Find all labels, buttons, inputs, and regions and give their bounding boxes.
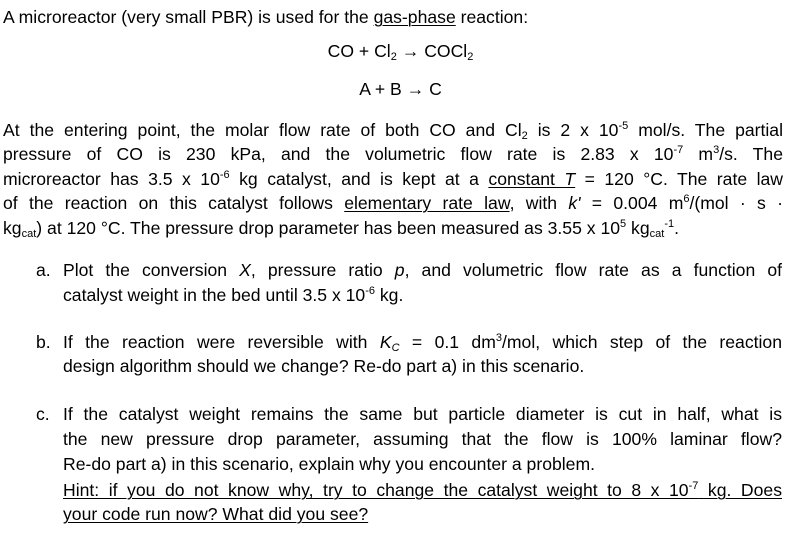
question-a-marker: a. xyxy=(36,260,51,280)
paragraph-line-4: of the reaction on this catalyst follows elementary rate law, with k' = 0.004 $m^6/(mol \cdot s$ · xyxy=(3,193,783,213)
intro-suffix: reaction: xyxy=(455,7,529,27)
question-c-hint-line-2: your code run now? What did you see? xyxy=(63,504,369,524)
paragraph-line-1: At the entering point, the molar flow rate of both CO and $Cl_2$ is 2 x $10^{-5}$ mol/s. The partial xyxy=(3,120,783,142)
question-c-line-1: If the catalyst weight remains the same but particle diameter is cut in half, what is xyxy=(63,404,782,424)
question-b-line-2: design algorithm should we change? Re-do part a) in this scenario. xyxy=(63,356,585,376)
paragraph-line-2: pressure of CO is 230 kPa, and the volumetric flow rate is 2.83 x $10^{-7}$ $m^3/s$. The xyxy=(3,144,783,164)
paragraph-line-5: $kg_{cat}$) at 120 °C. The pressure drop parameter has been measured as 3.55 x $10^5$ $kg_{cat}^{-1}$. xyxy=(3,218,679,240)
question-c-line-3: Re-do part a) in this scenario, explain why you encounter a problem. xyxy=(63,454,596,474)
intro-line xyxy=(3,6,528,28)
intro-prefix: A microreactor (very small PBR) is used for the xyxy=(3,7,374,27)
reaction-formula: CO + $Cl_2$ → COCl$_2$ xyxy=(327,41,474,63)
constant-T-underlined: constant T xyxy=(488,169,576,189)
question-b-line-1: If the reaction were reversible with $K_C = 0.1$ $dm^3$/mol, which step of the reaction xyxy=(63,332,782,354)
elementary-rate-law-underlined: elementary rate law xyxy=(344,193,510,213)
question-a-line-1: Plot the conversion X, pressure ratio p, and volumetric flow rate as a function of xyxy=(63,260,783,280)
question-a-line-2: catalyst weight in the bed until 3.5 x $10^{-6}$ kg. xyxy=(63,285,404,305)
gas-phase-underlined: gas-phase xyxy=(373,7,456,27)
question-b-marker: b. xyxy=(36,332,51,352)
question-c-line-2: the new pressure drop parameter, assuming that the flow is 100% laminar flow? xyxy=(63,429,782,449)
question-c-hint-line-1: Hint: if you do not know why, try to change the catalyst weight to 8 x $10^{-7}$ kg. Does xyxy=(63,480,782,500)
paragraph-line-3: microreactor has 3.5 x $10^{-6}$ kg catalyst, and is kept at a constant T = 120 °C. The rate law xyxy=(3,169,783,189)
reaction-symbolic: A + B → C xyxy=(359,79,442,99)
question-c-marker: c. xyxy=(36,404,50,424)
